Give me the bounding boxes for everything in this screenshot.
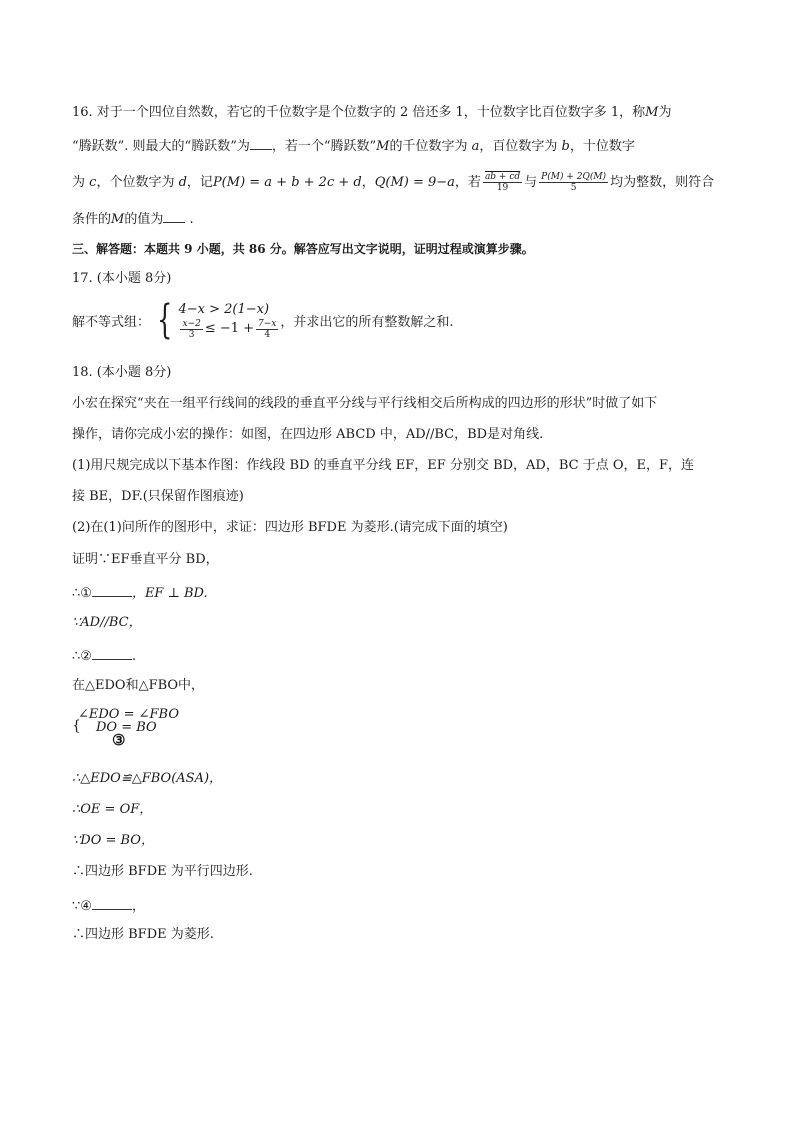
- q17-heading: 17. (本小题 8分): [72, 271, 172, 286]
- proof-step-5: 在△EDO和△FBO中，: [72, 678, 205, 693]
- congruence-conditions: ∠EDO = ∠FBO DO = BO ③ {: [72, 707, 179, 749]
- var-m: M: [645, 105, 659, 120]
- answer-blank[interactable]: [163, 208, 185, 223]
- q16-line4: 条件的M的值为 .: [72, 208, 194, 229]
- proof-step-6: ∴△EDO≌△FBO(ASA)，: [72, 771, 223, 786]
- section-heading: 三、解答题：本题共 9 小题，共 86 分。解答应写出文字说明，证明过程或演算步骤。: [72, 242, 534, 256]
- proof-conclusion: ∴四边形 BFDE 为菱形.: [72, 927, 214, 942]
- fill-blank-4[interactable]: [92, 895, 132, 910]
- fraction-1: $\frac{ab + cd}{19}$: [484, 172, 521, 193]
- q18-part1: (1)用尺规完成以下基本作图：作线段 BD 的垂直平分线 EF，EF 分别交 BD，AD，BC 于点 O，E，F，连: [72, 458, 695, 473]
- proof-step-3: ∵AD//BC，: [72, 615, 142, 630]
- proof-step-10: ∵④ ，: [72, 895, 145, 916]
- q16-line1: 16. 对于一个四位自然数，若它的千位数字是个位数字的 2 倍还多 1，十位数字比百位数字多 1，称M为: [72, 105, 672, 120]
- q16-line3: 为 c，个位数字为 d，记P(M) = a + b + 2c + d，Q(M) = 9−a，若 $\frac{ab + cd}{19}$ 与 $\frac{P(M) + 2Q(M)}{5}$ 均为整数，则符合: [72, 172, 715, 193]
- fill-blank-1[interactable]: [92, 582, 132, 597]
- inequality-1: 4−x > 2(1−x): [178, 301, 270, 317]
- proof-step-9: ∴四边形 BFDE 为平行四边形.: [72, 864, 253, 879]
- fill-blank-3[interactable]: ③: [112, 731, 126, 749]
- left-brace: {: [72, 718, 81, 734]
- left-brace: {: [157, 297, 173, 343]
- inequality-system: 解不等式组： { 4−x > 2(1−x) $\frac{x-2}{3}$ ≤ −1 + $\frac{7-x}{4}$ ，并求出它的所有整数解之和.: [72, 297, 454, 343]
- q16-line2: “腾跃数”. 则最大的“腾跃数”为 ，若一个“腾跃数”M的千位数字为 a，百位数字为 b，十位数字: [72, 135, 635, 156]
- q18-part1-cont: 接 BE，DF.(只保留作图痕迹): [72, 489, 244, 504]
- proof-step-4: ∴② .: [72, 645, 136, 666]
- proof-step-1: 证明∵EF垂直平分 BD，: [72, 552, 219, 567]
- proof-step-8: ∵DO = BO，: [72, 833, 154, 848]
- q18-para1: 小宏在探究“夹在一组平行线间的线段的垂直平分线与平行线相交后所构成的四边形的形状”时做了如下: [72, 396, 658, 411]
- q18-heading: 18. (本小题 8分): [72, 365, 172, 380]
- q18-part2: (2)在(1)问所作的图形中，求证：四边形 BFDE 为菱形.(请完成下面的填空): [72, 520, 508, 535]
- q18-para2: 操作，请你完成小宏的操作：如图，在四边形 ABCD 中，AD//BC，BD是对角线.: [72, 427, 544, 442]
- proof-step-7: ∴OE = OF，: [72, 802, 153, 817]
- proof-step-2: ∴① ，EF ⊥ BD.: [72, 582, 208, 603]
- answer-blank[interactable]: [250, 135, 272, 150]
- fraction-2: $\frac{P(M) + 2Q(M)}{5}$: [541, 172, 607, 193]
- inequality-2: $\frac{x-2}{3}$ ≤ −1 + $\frac{7-x}{4}$: [182, 318, 277, 340]
- fill-blank-2[interactable]: [92, 645, 132, 660]
